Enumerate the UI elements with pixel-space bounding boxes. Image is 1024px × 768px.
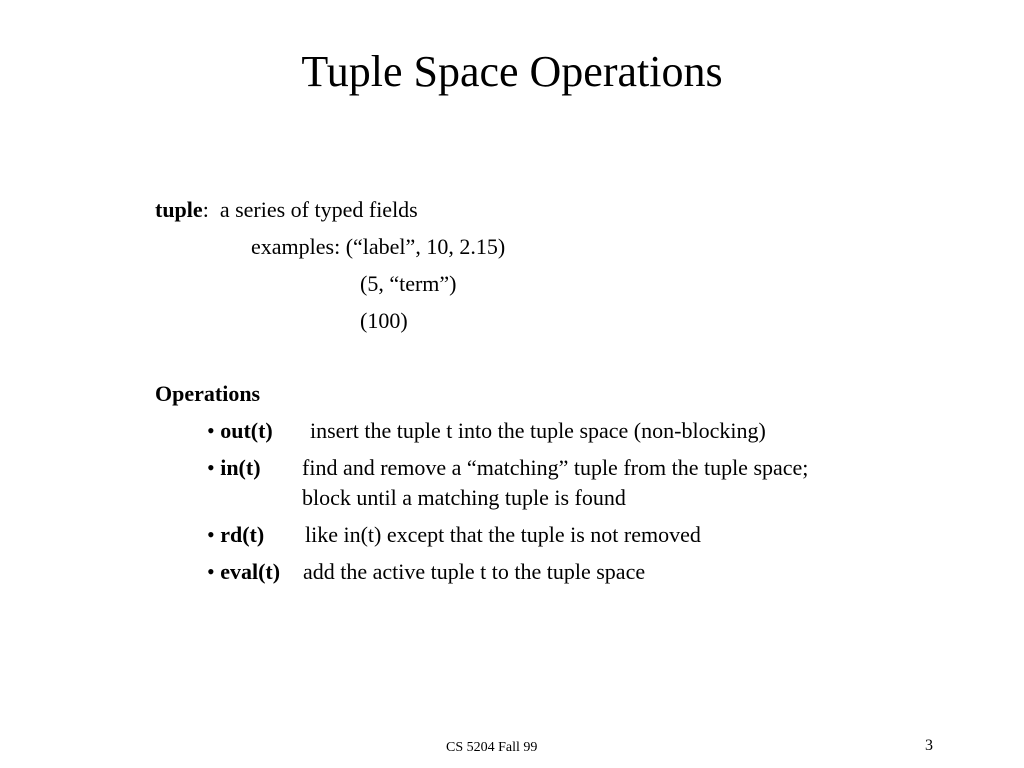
operation-name: rd(t) [220, 522, 265, 547]
operation-eval [207, 557, 280, 587]
operation-in-description: find and remove a “matching” tuple from the tuple space; [302, 455, 809, 480]
operation-rd-description: like in(t) except that the tuple is not removed [305, 522, 701, 547]
operation-name: in(t) [220, 455, 261, 480]
slide-title: Tuple Space Operations [301, 47, 723, 96]
examples-label: examples: [251, 234, 346, 259]
bullet: • [207, 455, 215, 480]
example-2: (5, “term”) [360, 271, 457, 296]
operations-heading: Operations [155, 381, 261, 406]
operation-name: eval(t) [220, 559, 281, 584]
operation-out-description: insert the tuple t into the tuple space (non-blocking) [310, 418, 766, 443]
operation-in-description-cont: block until a matching tuple is found [302, 485, 626, 510]
tuple-definition-text: a series of typed fields [219, 197, 418, 222]
example-1: (“label”, 10, 2.15) [345, 234, 506, 259]
bullet: • [207, 559, 215, 584]
example-3: (100) [360, 308, 408, 333]
operation-in [207, 453, 261, 483]
bullet: • [207, 522, 215, 547]
tuple-term: tuple [155, 197, 203, 222]
operation-name: out(t) [220, 418, 273, 443]
bullet: • [207, 418, 215, 443]
operation-out [207, 416, 273, 446]
footer-course: CS 5204 Fall 99 [446, 740, 538, 755]
tuple-definition [155, 195, 418, 225]
page-number: 3 [925, 737, 933, 754]
operation-rd [207, 520, 264, 550]
examples-line [251, 232, 505, 262]
tuple-separator: : [202, 197, 209, 222]
operation-eval-description: add the active tuple t to the tuple space [303, 559, 646, 584]
